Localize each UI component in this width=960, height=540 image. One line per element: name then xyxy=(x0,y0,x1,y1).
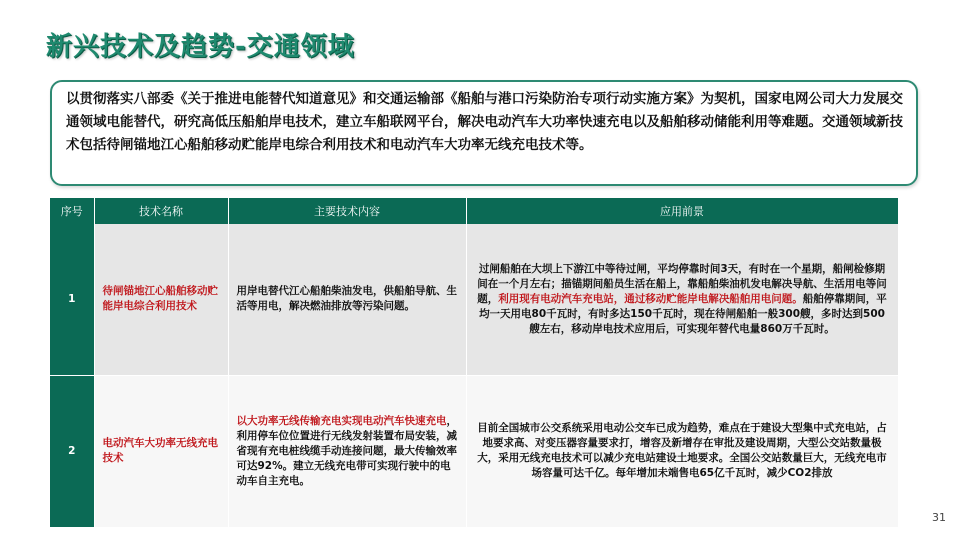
tech-table xyxy=(50,198,899,528)
application-prospect: 目前全国城市公交系统采用电动公交车已成为趋势，难点在于建设大型集中式充电站，占地要求高、对变压器容量要求打，增容及新增存在审批及建设周期，大型公交站数量极大，采用无线充电技术可以减少充电站建设土地要求。全国公交站数量巨大，无线充电市场容量可达千亿。每年增加未端售电65亿千瓦时，减少CO2排放 xyxy=(466,375,898,527)
application-text-cont: 船舶停靠期间，平均一天用电80千瓦时，有时多达150千瓦时，现在待闸船舶一般300艘，多时达到500艘左右，移动岸电技术应用后，可实现年替代电量860万千瓦时。 xyxy=(479,292,887,335)
application-highlight: 利用现有电动汽车充电站，通过移动贮能岸电解决船舶用电问题。 xyxy=(498,292,803,305)
table-header-row xyxy=(50,198,898,224)
table-row xyxy=(50,224,898,375)
header-main-content: 主要技术内容 xyxy=(228,198,466,224)
row-number: 2 xyxy=(50,375,94,527)
row-number: 1 xyxy=(50,224,94,375)
page-title: 新兴技术及趋势-交通领域 xyxy=(46,32,355,62)
tech-content xyxy=(228,375,466,527)
application-text: 过闸船舶在大坝上下游江中等待过闸，平均停靠时间3天，有时在一个星期，船闸检修期间在一个月左右；描锚期间船员生活在船上，靠船舶柴油机发电解决导航、生活用电等问题， xyxy=(477,262,887,305)
content-highlight: 以大功率无线传输充电实现电动汽车快速充电 xyxy=(236,414,447,427)
page-number: 31 xyxy=(932,511,946,524)
header-seq: 序号 xyxy=(50,198,94,224)
content-text: ，利用停车位位置进行无线发射装置布局安装，减省现有充电桩线缆手动连接问题，最大传输效率可达92%。建立无线充电带可实现行驶中的电动车自主充电。 xyxy=(236,414,457,487)
header-tech-name: 技术名称 xyxy=(94,198,228,224)
tech-name: 电动汽车大功率无线充电技术 xyxy=(94,375,228,527)
tech-content: 用岸电替代江心船舶柴油发电，供船舶导航、生活等用电，解决燃油排放等污染问题。 xyxy=(228,224,466,375)
intro-box: 以贯彻落实八部委《关于推进电能替代知道意见》和交通运输部《船舶与港口污染防治专项行动实施方案》为契机，国家电网公司大力发展交通领域电能替代，研究高低压船舶岸电技术，建立车船联网平台，解决电动汽车大功率快速充电以及船舶移动储能利用等难题。交通领域新技术包括待闸锚地江心船舶移动贮能岸电综合利用技术和电动汽车大功率无线充电技术等。 xyxy=(50,80,918,186)
table-row xyxy=(50,375,898,527)
tech-name: 待闸锚地江心船舶移动贮能岸电综合利用技术 xyxy=(94,224,228,375)
application-prospect xyxy=(466,224,898,375)
header-application: 应用前景 xyxy=(466,198,898,224)
